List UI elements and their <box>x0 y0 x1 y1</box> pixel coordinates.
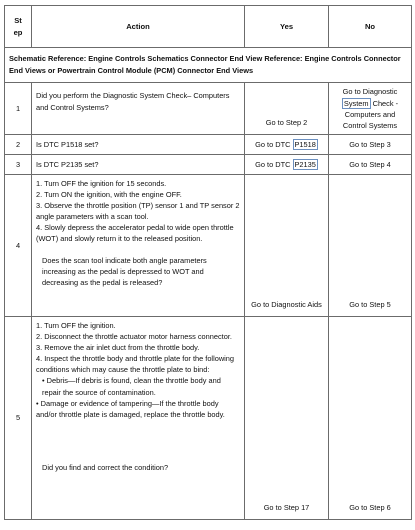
step-action: Did you perform the Diagnostic System Check– Computers and Control Systems? <box>32 83 245 134</box>
yes-link[interactable]: Go to Step 2 <box>245 83 329 134</box>
list-item: • Damage or evidence of tampering—If the throttle body and/or throttle plate is damaged, replace the throttle body. <box>36 398 225 419</box>
yes-link-prefix: Go to DTC <box>255 159 291 169</box>
step-action: Is DTC P1518 set? <box>32 134 245 154</box>
header-row <box>5 6 412 48</box>
table-row <box>5 83 412 134</box>
list-item: 4. Slowly depress the accelerator pedal to wide open throttle (WOT) and slowly return it to the released position. <box>36 223 234 244</box>
diagnostic-table <box>4 5 412 520</box>
header-no: No <box>329 6 412 48</box>
list-item: 3. Observe the throttle position (TP) sensor 1 and TP sensor 2 angle parameters with a scan tool. <box>36 201 240 222</box>
dtc-link[interactable]: P2135 <box>294 159 316 169</box>
list-item: 1. Turn OFF the ignition. <box>36 320 116 330</box>
table-row <box>5 154 412 174</box>
no-link[interactable]: Go to Step 4 <box>329 154 412 174</box>
list-item: 2. Disconnect the throttle actuator motor harness connector. <box>36 331 232 341</box>
list-item: 1. Turn OFF the ignition for 15 seconds. <box>36 178 167 188</box>
yes-link[interactable] <box>245 134 329 154</box>
step-action <box>32 316 245 519</box>
list-item: 3. Remove the air inlet duct from the throttle body. <box>36 343 200 353</box>
no-link[interactable]: Go to Step 6 <box>329 316 412 519</box>
yes-link[interactable] <box>245 154 329 174</box>
reference-row <box>5 48 412 83</box>
step-number: 2 <box>5 134 32 154</box>
table-row <box>5 174 412 316</box>
step-number: 3 <box>5 154 32 174</box>
step-action: Is DTC P2135 set? <box>32 154 245 174</box>
table-row <box>5 134 412 154</box>
yes-link[interactable]: Go to Step 17 <box>245 316 329 519</box>
yes-link-prefix: Go to DTC <box>255 139 291 149</box>
step-action <box>32 174 245 316</box>
list-item: 2. Turn ON the ignition, with the engine OFF. <box>36 189 182 199</box>
dtc-link[interactable]: P1518 <box>294 139 316 149</box>
header-action: Action <box>32 6 245 48</box>
table-row <box>5 316 412 519</box>
no-link[interactable]: Go to Step 5 <box>329 174 412 316</box>
no-link[interactable]: Go to Step 3 <box>329 134 412 154</box>
step-number: 5 <box>5 316 32 519</box>
no-link-suffix: Check - Computers and Control Systems <box>342 98 399 130</box>
step-number: 1 <box>5 83 32 134</box>
no-link[interactable] <box>329 83 412 134</box>
header-yes: Yes <box>245 6 329 48</box>
step-number: 4 <box>5 174 32 316</box>
list-item: • Debris—If debris is found, clean the throttle body and repair the source of contamination. <box>42 376 221 397</box>
step-question: Does the scan tool indicate both angle parameters increasing as the pedal is depressed to WOT and decreasing as the pedal is released? <box>42 255 207 287</box>
list-item: 4. Inspect the throttle body and throttle plate for the following conditions which may cause the throttle plate to bind: <box>36 354 235 375</box>
header-step: St ep <box>5 6 32 48</box>
system-link[interactable]: System <box>343 98 369 108</box>
step-question: Did you find and correct the condition? <box>42 462 169 472</box>
yes-link[interactable]: Go to Diagnostic Aids <box>245 174 329 316</box>
no-link-prefix: Go to Diagnostic <box>342 87 398 97</box>
schematic-reference: Schematic Reference: Engine Controls Schematics Connector End View Reference: Engine Controls Connector End Views or Powertrain Control Module (PCM) Connector End Views <box>5 48 412 83</box>
